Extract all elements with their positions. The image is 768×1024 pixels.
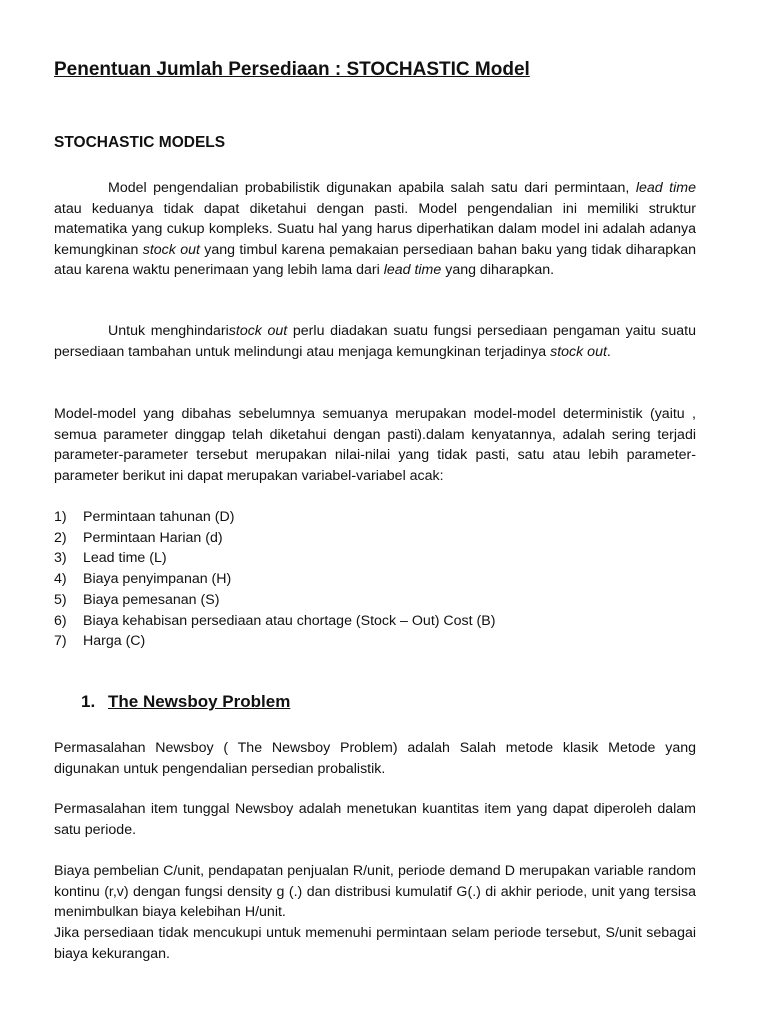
list-item-number: 7) — [54, 633, 67, 650]
list-item-text: Permintaan Harian (d) — [83, 529, 223, 546]
p2-italic-stock-out: stock out — [228, 323, 288, 339]
paragraph-intro — [54, 178, 696, 281]
list-item — [54, 548, 495, 569]
paragraph-shortage-cost: Jika persediaan tidak mencukupi untuk memenuhi permintaan selam periode tersebut, S/unit sebagai biaya kekurangan. — [54, 925, 696, 962]
list-item-number: 1) — [54, 509, 67, 525]
list-item-text: Lead time (L) — [83, 550, 167, 567]
paragraph-newsboy-single-item: Permasalahan item tunggal Newsboy adalah menetukan kuantitas item yang dapat diperoleh dalam satu periode. — [54, 801, 696, 838]
list-item — [54, 528, 495, 549]
p1-text-e: yang timbul karena pemakaian persediaan bahan baku yang tidak diharapkan atau karena waktu penerimaan yang lebih lama dari — [54, 241, 696, 278]
p1-text-g: yang diharapkan. — [445, 262, 555, 278]
list-item-text: Biaya kehabisan persediaan atau chortage (Stock – Out) Cost (B) — [83, 612, 496, 629]
list-item-number: 6) — [54, 612, 67, 629]
list-item-number: 2) — [54, 529, 67, 546]
list-item-text: Biaya penyimpanan (H) — [83, 571, 232, 588]
paragraph-newsboy-definition: Permasalahan Newsboy ( The Newsboy Problem) adalah Salah metode klasik Metode yang digunakan untuk pengendalian persedian probalistik. — [54, 740, 696, 777]
p2-text-a: Untuk menghindari — [108, 323, 229, 339]
p2-text-c: perlu diadakan suatu fungsi persediaan pengaman yaitu suatu persediaan tambahan untuk melindungi atau menjaga kemungkinan terjadinya — [54, 323, 696, 360]
list-item-number: 4) — [54, 571, 67, 588]
list-item-number: 3) — [54, 550, 67, 567]
subsection-heading — [81, 692, 290, 712]
paragraph-safety-stock — [54, 321, 696, 362]
p1-italic-lead-time-2: lead time — [383, 262, 442, 278]
subsection-title: The Newsboy Problem — [108, 692, 291, 711]
parameter-list — [54, 507, 495, 652]
list-item — [54, 590, 495, 611]
document-title: Penentuan Jumlah Persediaan : STOCHASTIC Model — [54, 59, 530, 80]
paragraph-deterministic: Model-model yang dibahas sebelumnya semuanya merupakan model-model deterministik (yaitu , semua parameter dinggap telah diketahui dengan pasti).dalam kenyatannya, adalah sering terjadi parameter-parameter tersebut merupakan nilai-nilai yang tidak pasti, satu atau lebih parameter-parameter berikut ini dapat merupakan variabel-variabel acak: — [54, 406, 696, 484]
list-item-text: Biaya pemesanan (S) — [83, 591, 220, 608]
p2-text-e: . — [606, 343, 611, 360]
section-heading: STOCHASTIC MODELS — [54, 134, 226, 151]
p2-italic-stock-out-2: stock out — [550, 343, 607, 360]
list-item-text: Harga (C) — [83, 633, 146, 650]
p1-text-a: Model pengendalian probabilistik digunakan apabila salah satu dari permintaan, — [108, 180, 630, 196]
p1-text-c: atau keduanya tidak dapat diketahui dengan pasti. Model pengendalian ini memiliki struktur matematika yang cukup kompleks. Suatu hal yang harus diperhatikan dalam model ini adalah adanya kemungkinan — [54, 200, 696, 258]
p1-italic-lead-time: lead time — [635, 180, 696, 196]
p1-italic-stock-out: stock out — [142, 241, 200, 258]
paragraph-cost-structure: Biaya pembelian C/unit, pendapatan penjualan R/unit, periode demand D merupakan variable random kontinu (r,v) dengan fungsi density g (.) dan distribusi kumulatif G(.) di akhir periode, unit yang tersisa menimbulkan biaya kelebihan H/unit. — [54, 863, 696, 920]
list-item-text: Permintaan tahunan (D) — [83, 509, 235, 525]
list-item — [54, 611, 495, 632]
list-item — [54, 569, 495, 590]
list-item — [54, 631, 495, 652]
document-page — [54, 58, 696, 962]
subsection-number: 1. — [81, 692, 96, 711]
list-item-number: 5) — [54, 591, 67, 608]
list-item — [54, 507, 495, 528]
